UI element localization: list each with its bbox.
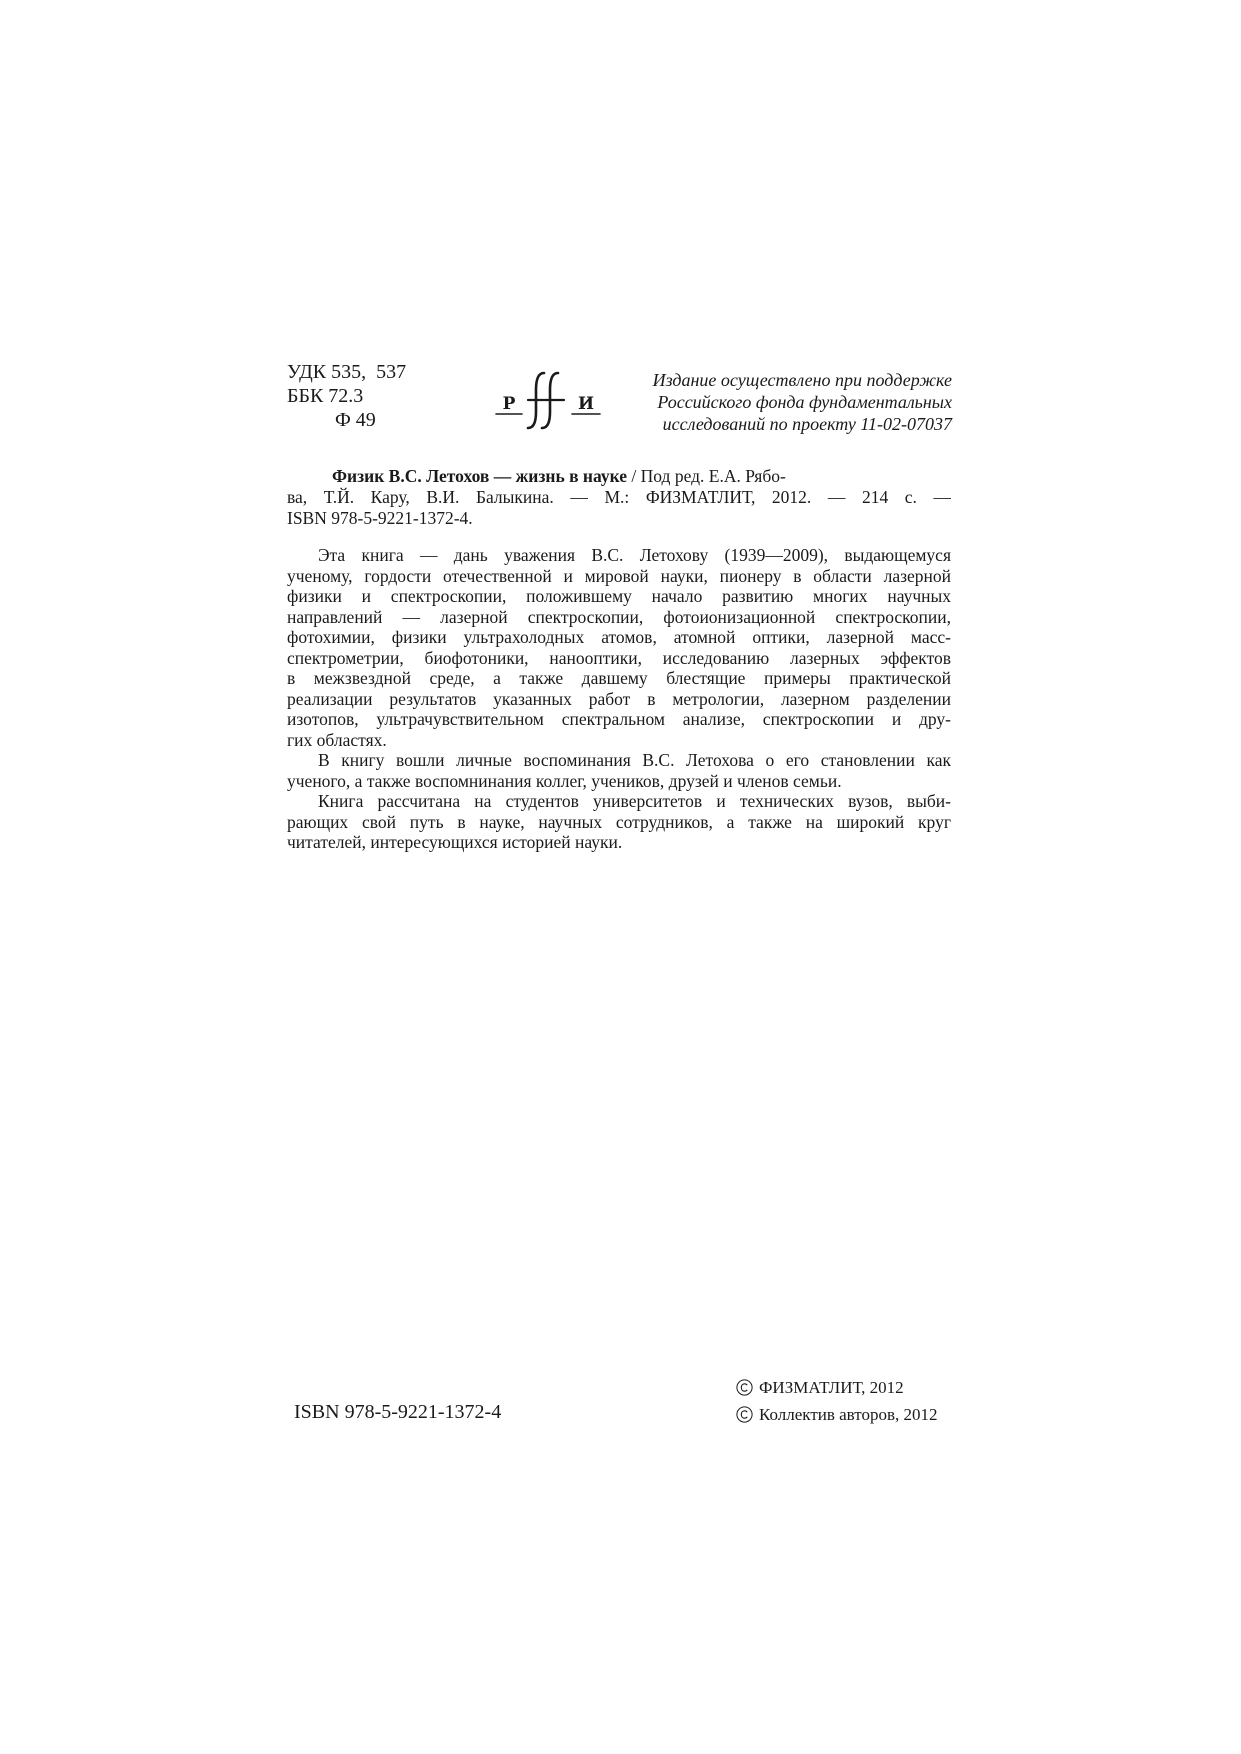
annotation-line: читателей, интересующихся историей науки. [287, 832, 623, 852]
copyright-authors: Коллектив авторов, 2012 [759, 1405, 938, 1424]
rffi-letter-i: И [577, 394, 595, 414]
copyright-icon [736, 1379, 753, 1396]
support-note-line: Российского фонда фундаментальных [657, 392, 952, 412]
annotation-line: Эта книга — дань уважения В.С. Летохову (1939—2009), выдающемуся [318, 545, 951, 565]
book-title: Физик В.С. Летохов — жизнь в науке [332, 466, 628, 486]
udk-code: УДК 535, 537 [287, 361, 407, 383]
support-note-line: Издание осуществлено при поддержке [652, 370, 952, 390]
annotation-line: ученому, гордости отечественной и мировой науки, пионеру в области лазерной [287, 565, 951, 586]
annotation-line: В книгу вошли личные воспоминания В.С. Летохова о его становлении как [318, 750, 951, 770]
author-mark: Ф 49 [335, 409, 376, 431]
copyright-icon [736, 1406, 753, 1423]
annotation-line: рающих свой путь в науке, научных сотрудников, а также на широкий круг [287, 811, 951, 832]
annotation-line: ученого, а также воспомнинания коллег, учеников, друзей и членов семьи. [287, 770, 842, 791]
classification-block [287, 360, 467, 432]
bibliographic-line: ISBN 978-5-9221-1372-4. [287, 508, 473, 528]
annotation-paragraph [287, 750, 951, 791]
copyright-line [736, 1374, 958, 1401]
annotation-line: гих областях. [287, 729, 387, 750]
annotation-paragraph [287, 791, 951, 853]
rffi-letter-r: Р [502, 394, 516, 414]
bbk-code: ББК 72.3 [287, 385, 364, 407]
annotation-line: спектрометрии, биофотоники, нанооптики, исследованию лазерных эффектов [287, 647, 951, 668]
copyright-publisher: ФИЗМАТЛИТ, 2012 [759, 1378, 904, 1397]
annotation-line: физики и спектроскопии, положившему начало развитию многих научных [287, 586, 951, 606]
annotation-line: изотопов, ультрачувствительном спектральном анализе, спектроскопии и дру- [287, 709, 951, 729]
rffi-logo [494, 370, 602, 432]
isbn-number: ISBN 978-5-9221-1372-4 [294, 1401, 502, 1423]
copyright-block [736, 1374, 958, 1428]
editors-start: / Под ред. Е.А. Рябо- [627, 466, 786, 486]
annotation-line: в межзвездной среде, а также давшему блестящие примеры практической [287, 668, 951, 688]
bibliographic-line: ва, Т.Й. Кару, В.И. Балыкина. — М.: ФИЗМАТЛИТ, 2012. — 214 с. — [287, 487, 951, 507]
annotation-paragraph [287, 545, 951, 750]
annotation-line: направлений — лазерной спектроскопии, фотоионизационной спектроскопии, [287, 606, 951, 627]
support-note [612, 369, 952, 435]
annotation-line: реализации результатов указанных работ в метрологии, лазерном разделении [287, 688, 951, 709]
annotation-line: Книга рассчитана на студентов университетов и технических вузов, выби- [318, 791, 951, 811]
copyright-line [736, 1401, 958, 1428]
bibliographic-description [287, 466, 951, 529]
annotation-line: фотохимии, физики ультрахолодных атомов, атомной оптики, лазерной масс- [287, 627, 951, 647]
support-note-line: исследований по проекту 11-02-07037 [662, 414, 952, 434]
bibliographic-line [287, 466, 951, 487]
annotation [287, 545, 951, 853]
